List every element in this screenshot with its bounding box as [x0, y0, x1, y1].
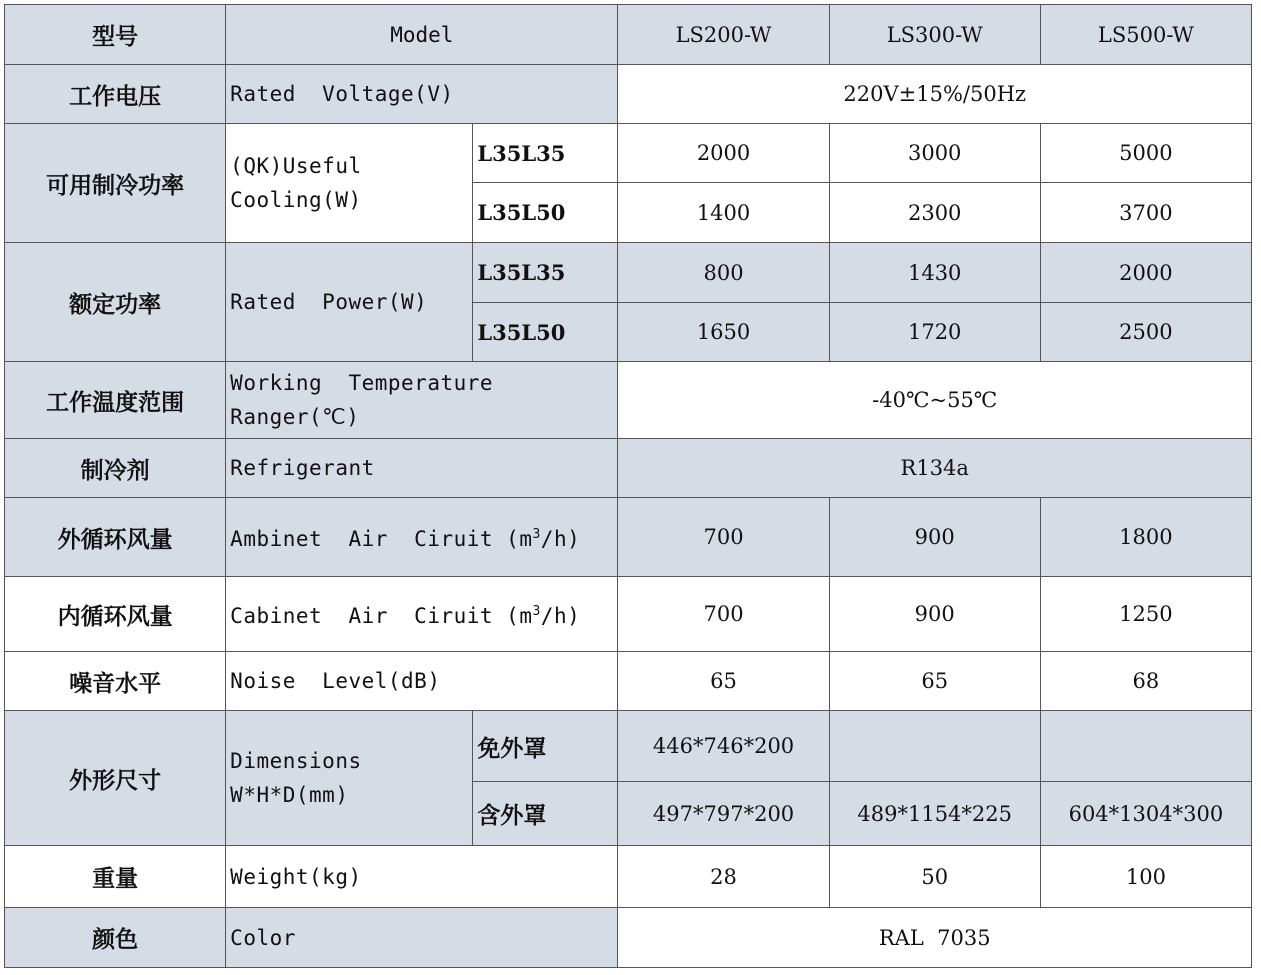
dimensions-row-1 — [5, 711, 1252, 782]
temperature-label-en-line2: Ranger(℃) — [230, 405, 360, 429]
refrigerant-value: R134a — [618, 439, 1252, 498]
power-sub1-label: L35L35 — [473, 243, 618, 303]
dimensions-sub1-value-2 — [829, 711, 1040, 782]
dimensions-sub2-label: 含外罩 — [473, 782, 618, 846]
cooling-sub2-value-1: 1400 — [618, 183, 829, 243]
refrigerant-row — [5, 439, 1252, 498]
cooling-sub2-value-2: 2300 — [829, 183, 1040, 243]
noise-label-cn: 噪音水平 — [5, 652, 226, 711]
dimensions-sub2-value-2: 489*1154*225 — [829, 782, 1040, 846]
cooling-label-cn: 可用制冷功率 — [5, 124, 226, 243]
cabinet-air-value-2: 900 — [829, 577, 1040, 652]
dimensions-label-en-line2: W*H*D(mm) — [230, 783, 349, 807]
cooling-label-en-line1: (QK)Useful — [230, 154, 362, 178]
cabinet-air-label-cn: 内循环风量 — [5, 577, 226, 652]
weight-value-3: 100 — [1040, 846, 1251, 908]
ambient-air-label-en — [226, 498, 618, 577]
cabinet-air-value-1: 700 — [618, 577, 829, 652]
power-sub2-value-2: 1720 — [829, 303, 1040, 362]
power-sub2-label: L35L50 — [473, 303, 618, 362]
color-value: RAL 7035 — [618, 908, 1252, 968]
cooling-sub1-label: L35L35 — [473, 124, 618, 183]
dimensions-label-en — [226, 711, 473, 846]
temperature-label-en-line1: Working Temperature — [230, 371, 494, 395]
cooling-sub1-value-2: 3000 — [829, 124, 1040, 183]
weight-label-en: Weight(kg) — [226, 846, 618, 908]
noise-row — [5, 652, 1252, 711]
cooling-sub2-value-3: 3700 — [1040, 183, 1251, 243]
voltage-label-cn: 工作电压 — [5, 65, 226, 124]
header-model-cn: 型号 — [5, 5, 226, 65]
voltage-row — [5, 65, 1252, 124]
refrigerant-label-en: Refrigerant — [226, 439, 618, 498]
header-model-2: LS300-W — [829, 5, 1040, 65]
cabinet-air-label-prefix: Cabinet Air Ciruit (m — [230, 604, 533, 628]
noise-value-1: 65 — [618, 652, 829, 711]
ambient-air-label-suffix: /h) — [540, 527, 581, 551]
spec-table — [4, 4, 1252, 968]
weight-value-1: 28 — [618, 846, 829, 908]
dimensions-sub1-value-1: 446*746*200 — [618, 711, 829, 782]
power-label-cn: 额定功率 — [5, 243, 226, 362]
cabinet-air-label-suffix: /h) — [540, 604, 581, 628]
power-label-en: Rated Power(W) — [226, 243, 473, 362]
cooling-label-en-line2: Cooling(W) — [230, 188, 362, 212]
cooling-row-1 — [5, 124, 1252, 183]
power-sub2-value-3: 2500 — [1040, 303, 1251, 362]
ambient-air-value-1: 700 — [618, 498, 829, 577]
power-sub2-value-1: 1650 — [618, 303, 829, 362]
dimensions-sub2-value-1: 497*797*200 — [618, 782, 829, 846]
cabinet-air-value-3: 1250 — [1040, 577, 1251, 652]
ambient-air-label-sup: 3 — [532, 527, 541, 542]
cooling-sub1-value-1: 2000 — [618, 124, 829, 183]
dimensions-label-cn: 外形尺寸 — [5, 711, 226, 846]
ambient-air-value-3: 1800 — [1040, 498, 1251, 577]
weight-value-2: 50 — [829, 846, 1040, 908]
color-row — [5, 908, 1252, 968]
voltage-value: 220V±15%/50Hz — [618, 65, 1252, 124]
cooling-label-en — [226, 124, 473, 243]
cabinet-air-label-sup: 3 — [532, 604, 541, 619]
header-model-1: LS200-W — [618, 5, 829, 65]
header-row — [5, 5, 1252, 65]
ambient-air-value-2: 900 — [829, 498, 1040, 577]
color-label-en: Color — [226, 908, 618, 968]
temperature-label-cn: 工作温度范围 — [5, 362, 226, 439]
ambient-air-row — [5, 498, 1252, 577]
power-row-1 — [5, 243, 1252, 303]
header-model-en: Model — [226, 5, 618, 65]
power-sub1-value-2: 1430 — [829, 243, 1040, 303]
refrigerant-label-cn: 制冷剂 — [5, 439, 226, 498]
noise-value-3: 68 — [1040, 652, 1251, 711]
temperature-value: -40℃~55℃ — [618, 362, 1252, 439]
dimensions-sub2-value-3: 604*1304*300 — [1040, 782, 1251, 846]
noise-label-en: Noise Level(dB) — [226, 652, 618, 711]
dimensions-sub1-value-3 — [1040, 711, 1251, 782]
cabinet-air-row — [5, 577, 1252, 652]
cooling-sub1-value-3: 5000 — [1040, 124, 1251, 183]
color-label-cn: 颜色 — [5, 908, 226, 968]
dimensions-sub1-label: 免外罩 — [473, 711, 618, 782]
noise-value-2: 65 — [829, 652, 1040, 711]
temperature-row — [5, 362, 1252, 439]
cooling-sub2-label: L35L50 — [473, 183, 618, 243]
power-sub1-value-1: 800 — [618, 243, 829, 303]
temperature-label-en — [226, 362, 618, 439]
header-model-3: LS500-W — [1040, 5, 1251, 65]
power-sub1-value-3: 2000 — [1040, 243, 1251, 303]
ambient-air-label-cn: 外循环风量 — [5, 498, 226, 577]
ambient-air-label-prefix: Ambinet Air Ciruit (m — [230, 527, 533, 551]
weight-label-cn: 重量 — [5, 846, 226, 908]
cabinet-air-label-en — [226, 577, 618, 652]
dimensions-label-en-line1: Dimensions — [230, 749, 362, 773]
weight-row — [5, 846, 1252, 908]
voltage-label-en: Rated Voltage(V) — [226, 65, 618, 124]
